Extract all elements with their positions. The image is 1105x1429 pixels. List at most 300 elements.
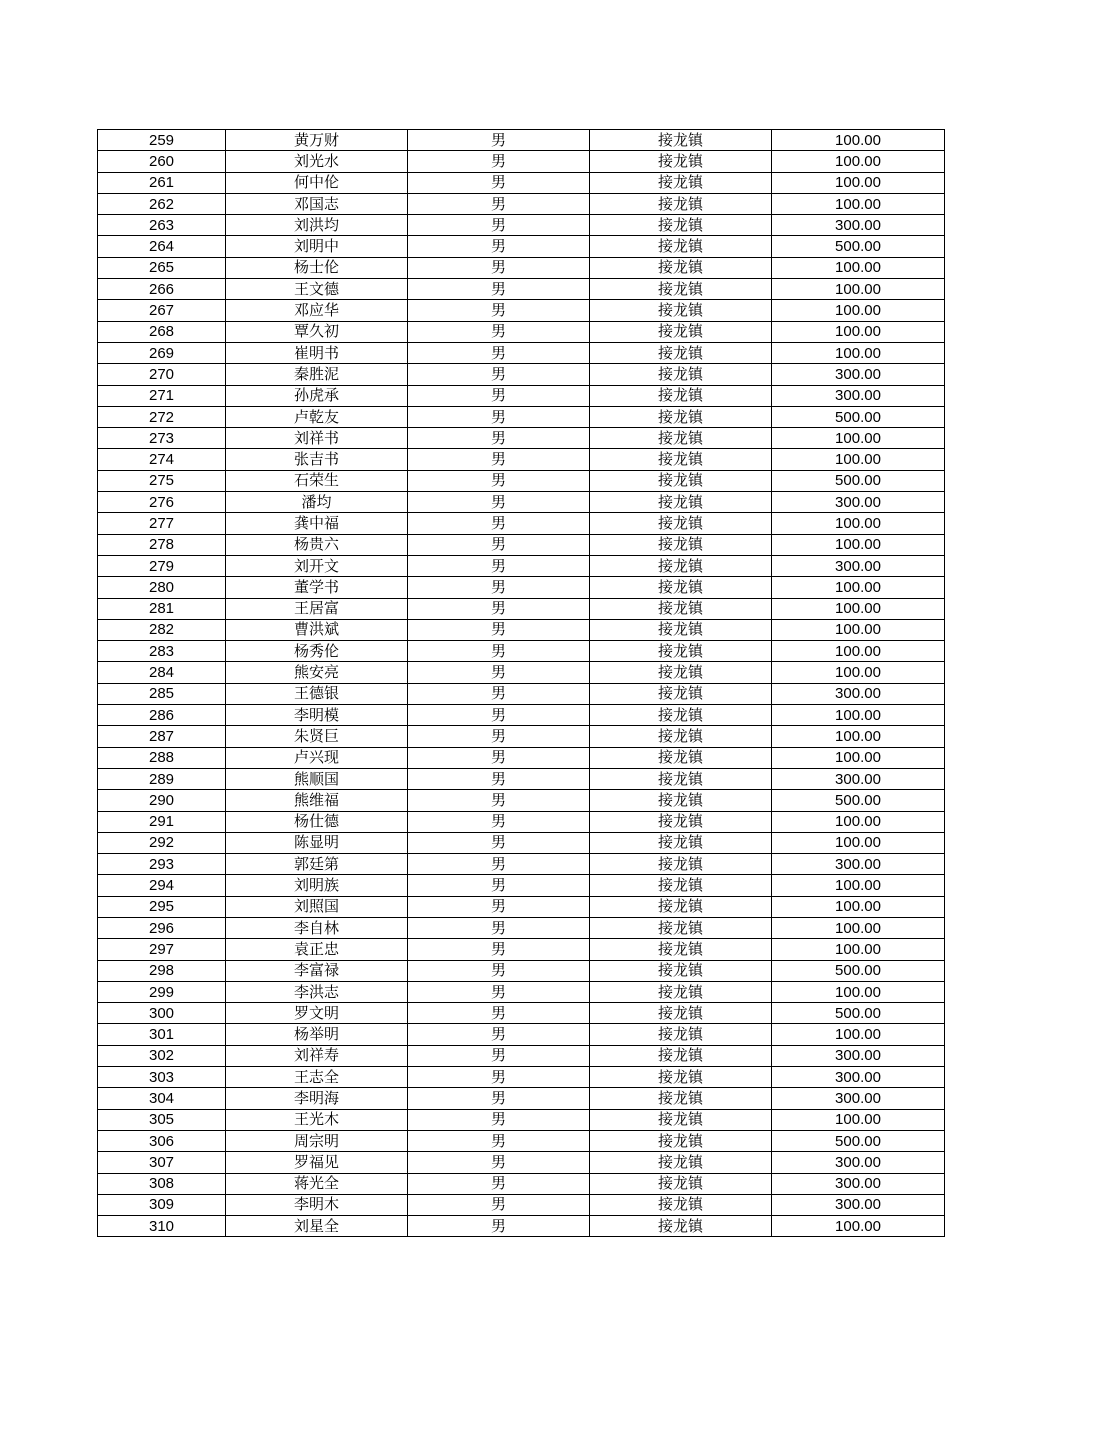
cell-name: 李明模 bbox=[226, 705, 408, 726]
cell-town: 接龙镇 bbox=[590, 513, 772, 534]
cell-town: 接龙镇 bbox=[590, 832, 772, 853]
cell-number: 308 bbox=[98, 1173, 226, 1194]
table-row bbox=[98, 492, 945, 513]
cell-amount: 300.00 bbox=[772, 854, 945, 875]
cell-amount: 100.00 bbox=[772, 193, 945, 214]
cell-town: 接龙镇 bbox=[590, 747, 772, 768]
table-row bbox=[98, 1173, 945, 1194]
cell-number: 273 bbox=[98, 428, 226, 449]
cell-number: 275 bbox=[98, 470, 226, 491]
cell-number: 298 bbox=[98, 960, 226, 981]
table-row bbox=[98, 172, 945, 193]
cell-name: 杨贵六 bbox=[226, 534, 408, 555]
cell-town: 接龙镇 bbox=[590, 151, 772, 172]
table-row bbox=[98, 598, 945, 619]
cell-amount: 100.00 bbox=[772, 641, 945, 662]
table-row bbox=[98, 1003, 945, 1024]
cell-name: 李明木 bbox=[226, 1194, 408, 1215]
cell-amount: 300.00 bbox=[772, 555, 945, 576]
cell-town: 接龙镇 bbox=[590, 896, 772, 917]
cell-number: 310 bbox=[98, 1216, 226, 1237]
cell-number: 295 bbox=[98, 896, 226, 917]
cell-gender: 男 bbox=[408, 1173, 590, 1194]
cell-amount: 100.00 bbox=[772, 172, 945, 193]
cell-amount: 100.00 bbox=[772, 577, 945, 598]
cell-amount: 500.00 bbox=[772, 790, 945, 811]
cell-amount: 100.00 bbox=[772, 257, 945, 278]
cell-amount: 100.00 bbox=[772, 662, 945, 683]
cell-number: 262 bbox=[98, 193, 226, 214]
table-row bbox=[98, 321, 945, 342]
cell-gender: 男 bbox=[408, 790, 590, 811]
cell-name: 董学书 bbox=[226, 577, 408, 598]
cell-name: 卢乾友 bbox=[226, 406, 408, 427]
table-body bbox=[98, 130, 945, 1237]
cell-town: 接龙镇 bbox=[590, 854, 772, 875]
table-row bbox=[98, 619, 945, 640]
table-row bbox=[98, 1194, 945, 1215]
cell-name: 龚中福 bbox=[226, 513, 408, 534]
cell-gender: 男 bbox=[408, 662, 590, 683]
cell-gender: 男 bbox=[408, 513, 590, 534]
cell-town: 接龙镇 bbox=[590, 470, 772, 491]
cell-gender: 男 bbox=[408, 151, 590, 172]
table-row bbox=[98, 1067, 945, 1088]
cell-gender: 男 bbox=[408, 385, 590, 406]
table-row bbox=[98, 790, 945, 811]
cell-amount: 100.00 bbox=[772, 1216, 945, 1237]
cell-name: 卢兴现 bbox=[226, 747, 408, 768]
cell-amount: 100.00 bbox=[772, 321, 945, 342]
table-row bbox=[98, 917, 945, 938]
cell-town: 接龙镇 bbox=[590, 449, 772, 470]
cell-amount: 100.00 bbox=[772, 939, 945, 960]
cell-amount: 100.00 bbox=[772, 1109, 945, 1130]
cell-town: 接龙镇 bbox=[590, 1045, 772, 1066]
table-row bbox=[98, 768, 945, 789]
cell-gender: 男 bbox=[408, 1152, 590, 1173]
cell-town: 接龙镇 bbox=[590, 662, 772, 683]
cell-gender: 男 bbox=[408, 939, 590, 960]
cell-number: 277 bbox=[98, 513, 226, 534]
cell-gender: 男 bbox=[408, 300, 590, 321]
cell-gender: 男 bbox=[408, 130, 590, 151]
cell-gender: 男 bbox=[408, 1045, 590, 1066]
cell-amount: 100.00 bbox=[772, 598, 945, 619]
cell-amount: 100.00 bbox=[772, 832, 945, 853]
cell-number: 263 bbox=[98, 215, 226, 236]
table-row bbox=[98, 705, 945, 726]
cell-name: 刘祥寿 bbox=[226, 1045, 408, 1066]
cell-number: 305 bbox=[98, 1109, 226, 1130]
cell-amount: 300.00 bbox=[772, 1194, 945, 1215]
cell-amount: 300.00 bbox=[772, 1045, 945, 1066]
cell-number: 285 bbox=[98, 683, 226, 704]
cell-town: 接龙镇 bbox=[590, 279, 772, 300]
cell-name: 孙虎承 bbox=[226, 385, 408, 406]
cell-gender: 男 bbox=[408, 917, 590, 938]
cell-amount: 300.00 bbox=[772, 683, 945, 704]
cell-town: 接龙镇 bbox=[590, 300, 772, 321]
cell-gender: 男 bbox=[408, 193, 590, 214]
cell-amount: 100.00 bbox=[772, 875, 945, 896]
table-row bbox=[98, 428, 945, 449]
cell-amount: 100.00 bbox=[772, 1024, 945, 1045]
cell-town: 接龙镇 bbox=[590, 492, 772, 513]
table-row bbox=[98, 854, 945, 875]
cell-number: 276 bbox=[98, 492, 226, 513]
cell-amount: 100.00 bbox=[772, 300, 945, 321]
table-row bbox=[98, 1130, 945, 1151]
cell-number: 284 bbox=[98, 662, 226, 683]
cell-name: 王居富 bbox=[226, 598, 408, 619]
cell-town: 接龙镇 bbox=[590, 1067, 772, 1088]
cell-town: 接龙镇 bbox=[590, 1194, 772, 1215]
cell-name: 石荣生 bbox=[226, 470, 408, 491]
cell-name: 刘明族 bbox=[226, 875, 408, 896]
cell-amount: 100.00 bbox=[772, 534, 945, 555]
cell-name: 熊维福 bbox=[226, 790, 408, 811]
cell-town: 接龙镇 bbox=[590, 172, 772, 193]
cell-number: 289 bbox=[98, 768, 226, 789]
table-row bbox=[98, 300, 945, 321]
cell-amount: 300.00 bbox=[772, 1088, 945, 1109]
cell-amount: 300.00 bbox=[772, 1067, 945, 1088]
table-row bbox=[98, 449, 945, 470]
cell-town: 接龙镇 bbox=[590, 811, 772, 832]
cell-name: 罗文明 bbox=[226, 1003, 408, 1024]
cell-name: 郭廷第 bbox=[226, 854, 408, 875]
cell-name: 朱贤巨 bbox=[226, 726, 408, 747]
table-row bbox=[98, 151, 945, 172]
cell-number: 301 bbox=[98, 1024, 226, 1045]
table-row bbox=[98, 683, 945, 704]
cell-number: 274 bbox=[98, 449, 226, 470]
cell-gender: 男 bbox=[408, 683, 590, 704]
cell-amount: 300.00 bbox=[772, 768, 945, 789]
cell-gender: 男 bbox=[408, 428, 590, 449]
cell-number: 281 bbox=[98, 598, 226, 619]
table-row bbox=[98, 726, 945, 747]
cell-town: 接龙镇 bbox=[590, 705, 772, 726]
cell-gender: 男 bbox=[408, 1109, 590, 1130]
cell-town: 接龙镇 bbox=[590, 428, 772, 449]
cell-town: 接龙镇 bbox=[590, 577, 772, 598]
cell-town: 接龙镇 bbox=[590, 534, 772, 555]
cell-number: 282 bbox=[98, 619, 226, 640]
cell-name: 李自林 bbox=[226, 917, 408, 938]
cell-amount: 100.00 bbox=[772, 130, 945, 151]
cell-gender: 男 bbox=[408, 1088, 590, 1109]
cell-number: 280 bbox=[98, 577, 226, 598]
cell-number: 272 bbox=[98, 406, 226, 427]
cell-amount: 100.00 bbox=[772, 726, 945, 747]
cell-name: 熊顺国 bbox=[226, 768, 408, 789]
cell-gender: 男 bbox=[408, 449, 590, 470]
cell-gender: 男 bbox=[408, 1130, 590, 1151]
cell-gender: 男 bbox=[408, 747, 590, 768]
table-row bbox=[98, 534, 945, 555]
cell-name: 王文德 bbox=[226, 279, 408, 300]
cell-name: 杨士伦 bbox=[226, 257, 408, 278]
cell-town: 接龙镇 bbox=[590, 1003, 772, 1024]
cell-town: 接龙镇 bbox=[590, 619, 772, 640]
table-row bbox=[98, 215, 945, 236]
table-row bbox=[98, 470, 945, 491]
cell-name: 潘均 bbox=[226, 492, 408, 513]
cell-name: 罗福见 bbox=[226, 1152, 408, 1173]
cell-town: 接龙镇 bbox=[590, 555, 772, 576]
cell-number: 283 bbox=[98, 641, 226, 662]
cell-amount: 100.00 bbox=[772, 619, 945, 640]
cell-name: 秦胜泥 bbox=[226, 364, 408, 385]
cell-gender: 男 bbox=[408, 1003, 590, 1024]
cell-gender: 男 bbox=[408, 832, 590, 853]
cell-number: 265 bbox=[98, 257, 226, 278]
cell-amount: 100.00 bbox=[772, 705, 945, 726]
table-row bbox=[98, 875, 945, 896]
cell-amount: 100.00 bbox=[772, 342, 945, 363]
cell-gender: 男 bbox=[408, 406, 590, 427]
cell-number: 302 bbox=[98, 1045, 226, 1066]
cell-name: 刘祥书 bbox=[226, 428, 408, 449]
table-row bbox=[98, 279, 945, 300]
cell-name: 杨秀伦 bbox=[226, 641, 408, 662]
cell-town: 接龙镇 bbox=[590, 364, 772, 385]
table-row bbox=[98, 896, 945, 917]
cell-number: 260 bbox=[98, 151, 226, 172]
cell-gender: 男 bbox=[408, 257, 590, 278]
cell-town: 接龙镇 bbox=[590, 960, 772, 981]
cell-name: 覃久初 bbox=[226, 321, 408, 342]
table-row bbox=[98, 364, 945, 385]
cell-town: 接龙镇 bbox=[590, 683, 772, 704]
cell-amount: 500.00 bbox=[772, 960, 945, 981]
cell-gender: 男 bbox=[408, 364, 590, 385]
cell-gender: 男 bbox=[408, 577, 590, 598]
cell-name: 刘星全 bbox=[226, 1216, 408, 1237]
cell-town: 接龙镇 bbox=[590, 917, 772, 938]
cell-town: 接龙镇 bbox=[590, 726, 772, 747]
cell-number: 270 bbox=[98, 364, 226, 385]
cell-gender: 男 bbox=[408, 960, 590, 981]
cell-name: 刘光水 bbox=[226, 151, 408, 172]
cell-amount: 300.00 bbox=[772, 364, 945, 385]
table-row bbox=[98, 747, 945, 768]
cell-gender: 男 bbox=[408, 705, 590, 726]
cell-name: 邓应华 bbox=[226, 300, 408, 321]
cell-name: 王志全 bbox=[226, 1067, 408, 1088]
table-row bbox=[98, 555, 945, 576]
cell-town: 接龙镇 bbox=[590, 790, 772, 811]
cell-town: 接龙镇 bbox=[590, 1130, 772, 1151]
cell-name: 王光木 bbox=[226, 1109, 408, 1130]
cell-gender: 男 bbox=[408, 619, 590, 640]
cell-gender: 男 bbox=[408, 981, 590, 1002]
cell-name: 刘开文 bbox=[226, 555, 408, 576]
cell-gender: 男 bbox=[408, 1194, 590, 1215]
table-row bbox=[98, 641, 945, 662]
cell-amount: 100.00 bbox=[772, 513, 945, 534]
cell-name: 周宗明 bbox=[226, 1130, 408, 1151]
cell-amount: 100.00 bbox=[772, 428, 945, 449]
table-row bbox=[98, 960, 945, 981]
cell-name: 陈显明 bbox=[226, 832, 408, 853]
cell-amount: 300.00 bbox=[772, 1152, 945, 1173]
cell-number: 261 bbox=[98, 172, 226, 193]
cell-town: 接龙镇 bbox=[590, 385, 772, 406]
cell-name: 李洪志 bbox=[226, 981, 408, 1002]
cell-number: 307 bbox=[98, 1152, 226, 1173]
cell-amount: 100.00 bbox=[772, 747, 945, 768]
cell-town: 接龙镇 bbox=[590, 1173, 772, 1194]
cell-name: 刘照国 bbox=[226, 896, 408, 917]
cell-number: 306 bbox=[98, 1130, 226, 1151]
cell-town: 接龙镇 bbox=[590, 1109, 772, 1130]
cell-amount: 100.00 bbox=[772, 811, 945, 832]
cell-name: 李明海 bbox=[226, 1088, 408, 1109]
cell-number: 299 bbox=[98, 981, 226, 1002]
cell-town: 接龙镇 bbox=[590, 1024, 772, 1045]
table-row bbox=[98, 981, 945, 1002]
cell-amount: 100.00 bbox=[772, 449, 945, 470]
cell-name: 黄万财 bbox=[226, 130, 408, 151]
cell-number: 303 bbox=[98, 1067, 226, 1088]
cell-name: 王德银 bbox=[226, 683, 408, 704]
cell-gender: 男 bbox=[408, 555, 590, 576]
cell-number: 266 bbox=[98, 279, 226, 300]
table-row bbox=[98, 1109, 945, 1130]
cell-number: 269 bbox=[98, 342, 226, 363]
cell-number: 309 bbox=[98, 1194, 226, 1215]
cell-gender: 男 bbox=[408, 1216, 590, 1237]
table-row bbox=[98, 385, 945, 406]
cell-amount: 100.00 bbox=[772, 917, 945, 938]
cell-town: 接龙镇 bbox=[590, 257, 772, 278]
cell-number: 264 bbox=[98, 236, 226, 257]
cell-gender: 男 bbox=[408, 342, 590, 363]
cell-town: 接龙镇 bbox=[590, 1088, 772, 1109]
cell-number: 279 bbox=[98, 555, 226, 576]
cell-number: 271 bbox=[98, 385, 226, 406]
cell-number: 268 bbox=[98, 321, 226, 342]
table-row bbox=[98, 662, 945, 683]
cell-number: 297 bbox=[98, 939, 226, 960]
cell-town: 接龙镇 bbox=[590, 641, 772, 662]
subsidy-table bbox=[97, 129, 945, 1237]
cell-number: 286 bbox=[98, 705, 226, 726]
cell-amount: 500.00 bbox=[772, 1003, 945, 1024]
table-row bbox=[98, 1088, 945, 1109]
cell-name: 何中伦 bbox=[226, 172, 408, 193]
cell-town: 接龙镇 bbox=[590, 236, 772, 257]
cell-name: 杨举明 bbox=[226, 1024, 408, 1045]
table-row bbox=[98, 236, 945, 257]
cell-gender: 男 bbox=[408, 279, 590, 300]
cell-gender: 男 bbox=[408, 641, 590, 662]
cell-number: 267 bbox=[98, 300, 226, 321]
cell-amount: 500.00 bbox=[772, 406, 945, 427]
cell-town: 接龙镇 bbox=[590, 768, 772, 789]
table-row bbox=[98, 257, 945, 278]
cell-number: 293 bbox=[98, 854, 226, 875]
cell-number: 294 bbox=[98, 875, 226, 896]
cell-name: 邓国志 bbox=[226, 193, 408, 214]
cell-amount: 300.00 bbox=[772, 385, 945, 406]
cell-gender: 男 bbox=[408, 854, 590, 875]
cell-name: 刘明中 bbox=[226, 236, 408, 257]
cell-number: 291 bbox=[98, 811, 226, 832]
cell-name: 曹洪斌 bbox=[226, 619, 408, 640]
cell-name: 袁正忠 bbox=[226, 939, 408, 960]
cell-name: 李富禄 bbox=[226, 960, 408, 981]
cell-name: 张吉书 bbox=[226, 449, 408, 470]
cell-number: 292 bbox=[98, 832, 226, 853]
table-row bbox=[98, 577, 945, 598]
cell-town: 接龙镇 bbox=[590, 875, 772, 896]
cell-amount: 100.00 bbox=[772, 279, 945, 300]
cell-name: 刘洪均 bbox=[226, 215, 408, 236]
table-row bbox=[98, 1045, 945, 1066]
cell-town: 接龙镇 bbox=[590, 981, 772, 1002]
cell-town: 接龙镇 bbox=[590, 130, 772, 151]
cell-gender: 男 bbox=[408, 172, 590, 193]
table-row bbox=[98, 832, 945, 853]
cell-town: 接龙镇 bbox=[590, 215, 772, 236]
cell-amount: 300.00 bbox=[772, 215, 945, 236]
cell-amount: 300.00 bbox=[772, 492, 945, 513]
cell-town: 接龙镇 bbox=[590, 598, 772, 619]
cell-number: 288 bbox=[98, 747, 226, 768]
cell-number: 304 bbox=[98, 1088, 226, 1109]
cell-town: 接龙镇 bbox=[590, 321, 772, 342]
cell-town: 接龙镇 bbox=[590, 1152, 772, 1173]
cell-amount: 500.00 bbox=[772, 470, 945, 491]
cell-gender: 男 bbox=[408, 321, 590, 342]
cell-town: 接龙镇 bbox=[590, 342, 772, 363]
table-row bbox=[98, 1024, 945, 1045]
cell-number: 300 bbox=[98, 1003, 226, 1024]
cell-gender: 男 bbox=[408, 1024, 590, 1045]
cell-town: 接龙镇 bbox=[590, 1216, 772, 1237]
cell-number: 296 bbox=[98, 917, 226, 938]
cell-gender: 男 bbox=[408, 1067, 590, 1088]
cell-number: 287 bbox=[98, 726, 226, 747]
table-row bbox=[98, 1216, 945, 1237]
cell-gender: 男 bbox=[408, 492, 590, 513]
cell-amount: 100.00 bbox=[772, 896, 945, 917]
cell-number: 290 bbox=[98, 790, 226, 811]
cell-name: 崔明书 bbox=[226, 342, 408, 363]
cell-name: 熊安亮 bbox=[226, 662, 408, 683]
cell-gender: 男 bbox=[408, 470, 590, 491]
table-row bbox=[98, 193, 945, 214]
cell-gender: 男 bbox=[408, 896, 590, 917]
cell-gender: 男 bbox=[408, 236, 590, 257]
table-row bbox=[98, 811, 945, 832]
cell-amount: 100.00 bbox=[772, 151, 945, 172]
cell-amount: 300.00 bbox=[772, 1173, 945, 1194]
table-row bbox=[98, 939, 945, 960]
cell-number: 259 bbox=[98, 130, 226, 151]
table-row bbox=[98, 1152, 945, 1173]
cell-gender: 男 bbox=[408, 811, 590, 832]
cell-amount: 500.00 bbox=[772, 1130, 945, 1151]
table-row bbox=[98, 130, 945, 151]
cell-gender: 男 bbox=[408, 726, 590, 747]
cell-town: 接龙镇 bbox=[590, 193, 772, 214]
cell-gender: 男 bbox=[408, 534, 590, 555]
